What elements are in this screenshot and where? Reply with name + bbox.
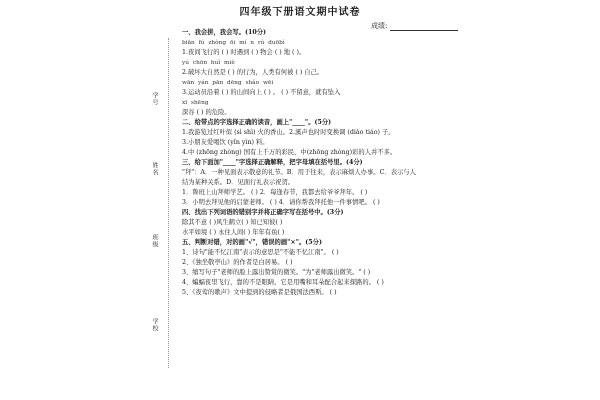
binding-line [168,38,169,368]
question-line: 1．鲁班上山拜师学艺。 ( ) 2．每逢春节，我都去给爷爷拜年。 ( ) [182,189,368,196]
section-1-heading: 一、我会拼，我会写。(10分) [182,29,266,36]
question-line: 4、蝙蝠夜里飞行，靠的不是眼睛，它是用嘴和耳朵配合起来探路的。 ( ) [182,279,384,286]
section-5-heading: 五、判断对错，对的画"√"，错误的画"×"。(5分) [182,239,322,246]
section-3-heading: 三、给下面加"____"字选择正确解释，把字母填在括号里。(4分) [182,159,363,166]
side-label-xuexiao: 学校 [151,318,158,332]
question-line: 结为某种关系。D．见面行礼表示祝贺。 [182,179,295,186]
question-line: 深谷 ( ) 的危险。 [182,109,231,116]
question-line: 3．小明去拜见他的启蒙老师。 ( ) 4．请你帮我拜托他一件事情吧。 ( ) [182,199,380,206]
question-line: 5、《夜莺的歌声》文中提到的侵略者是俄国法西斯。 ( ) [182,289,337,296]
side-label-banji: 班级 [151,234,158,248]
exam-content [182,28,462,298]
question-line: 3.运动员沿着 ( ) 的山间向上 ( ) 。 ( ) 不留意，就有坠入 [182,89,341,96]
question-line: 3、缩写句子"老师的脸上露出赞赏的微笑。"为"老师露出微笑。" ( ) [182,269,371,276]
question-line: 3.小朋友爱喝饮 (yǐn yìn) 料。 [182,139,269,146]
pinyin-line: biān fú zhòng ōi mí n rú duōbì [182,40,285,46]
question-line: 2、《独坐敬亭山》的作者是白居易。 ( ) [182,259,293,266]
question-line: 除其不意 ( )风生鹤立( ) 知已知彼( ) [182,219,283,226]
question-line: 1、诗句"能不忆江南"表示的意思是"不能不忆江南"。 ( ) [182,249,339,256]
section-4-heading: 四、找出下列词语的错别字并将正确字写在括号中。(3分) [182,209,344,216]
question-line: "拜"：A．一种见面表示敬意的礼节。B．用于往来，表示麻烦人办事。C．表示与人 [182,169,416,176]
score-label: 成绩: [371,22,388,30]
pinyin-line: xī shēng [182,100,209,106]
question-line: 1.我游览过红叶似 (sì shì) 火的香山。2.溪声也时时变换调 (diào tiáo) 子。 [182,129,395,136]
side-label-xuehao: 学号 [151,92,158,106]
pinyin-line: yú chōn huǐ miè [182,60,235,66]
question-line: 4.中 (zhōng zhòng) 国有上千万的彩民，中(zhōng zhòng)彩的人并不多。 [182,149,397,156]
question-line: 2.破坏大自然是 ( ) 的行为，人类有何被 ( ) 自己。 [182,69,324,76]
question-line: 水平如境 ( ) 永住人间( ) 年年有鱼( ) [182,229,285,236]
pinyin-line: wān yán pān dēng shǎo wēi [182,80,274,86]
section-2-heading: 二、给带点的字选择正确的读音，画上"____"。(5分) [182,119,332,126]
exam-title: 四年级下册语文期中试卷 [239,7,361,18]
side-label-xingming: 姓名 [151,162,158,176]
question-line: 1.夜间飞行的 ( ) 时遇到 ( ) 物会 ( ) 地 ( )。 [182,49,306,56]
